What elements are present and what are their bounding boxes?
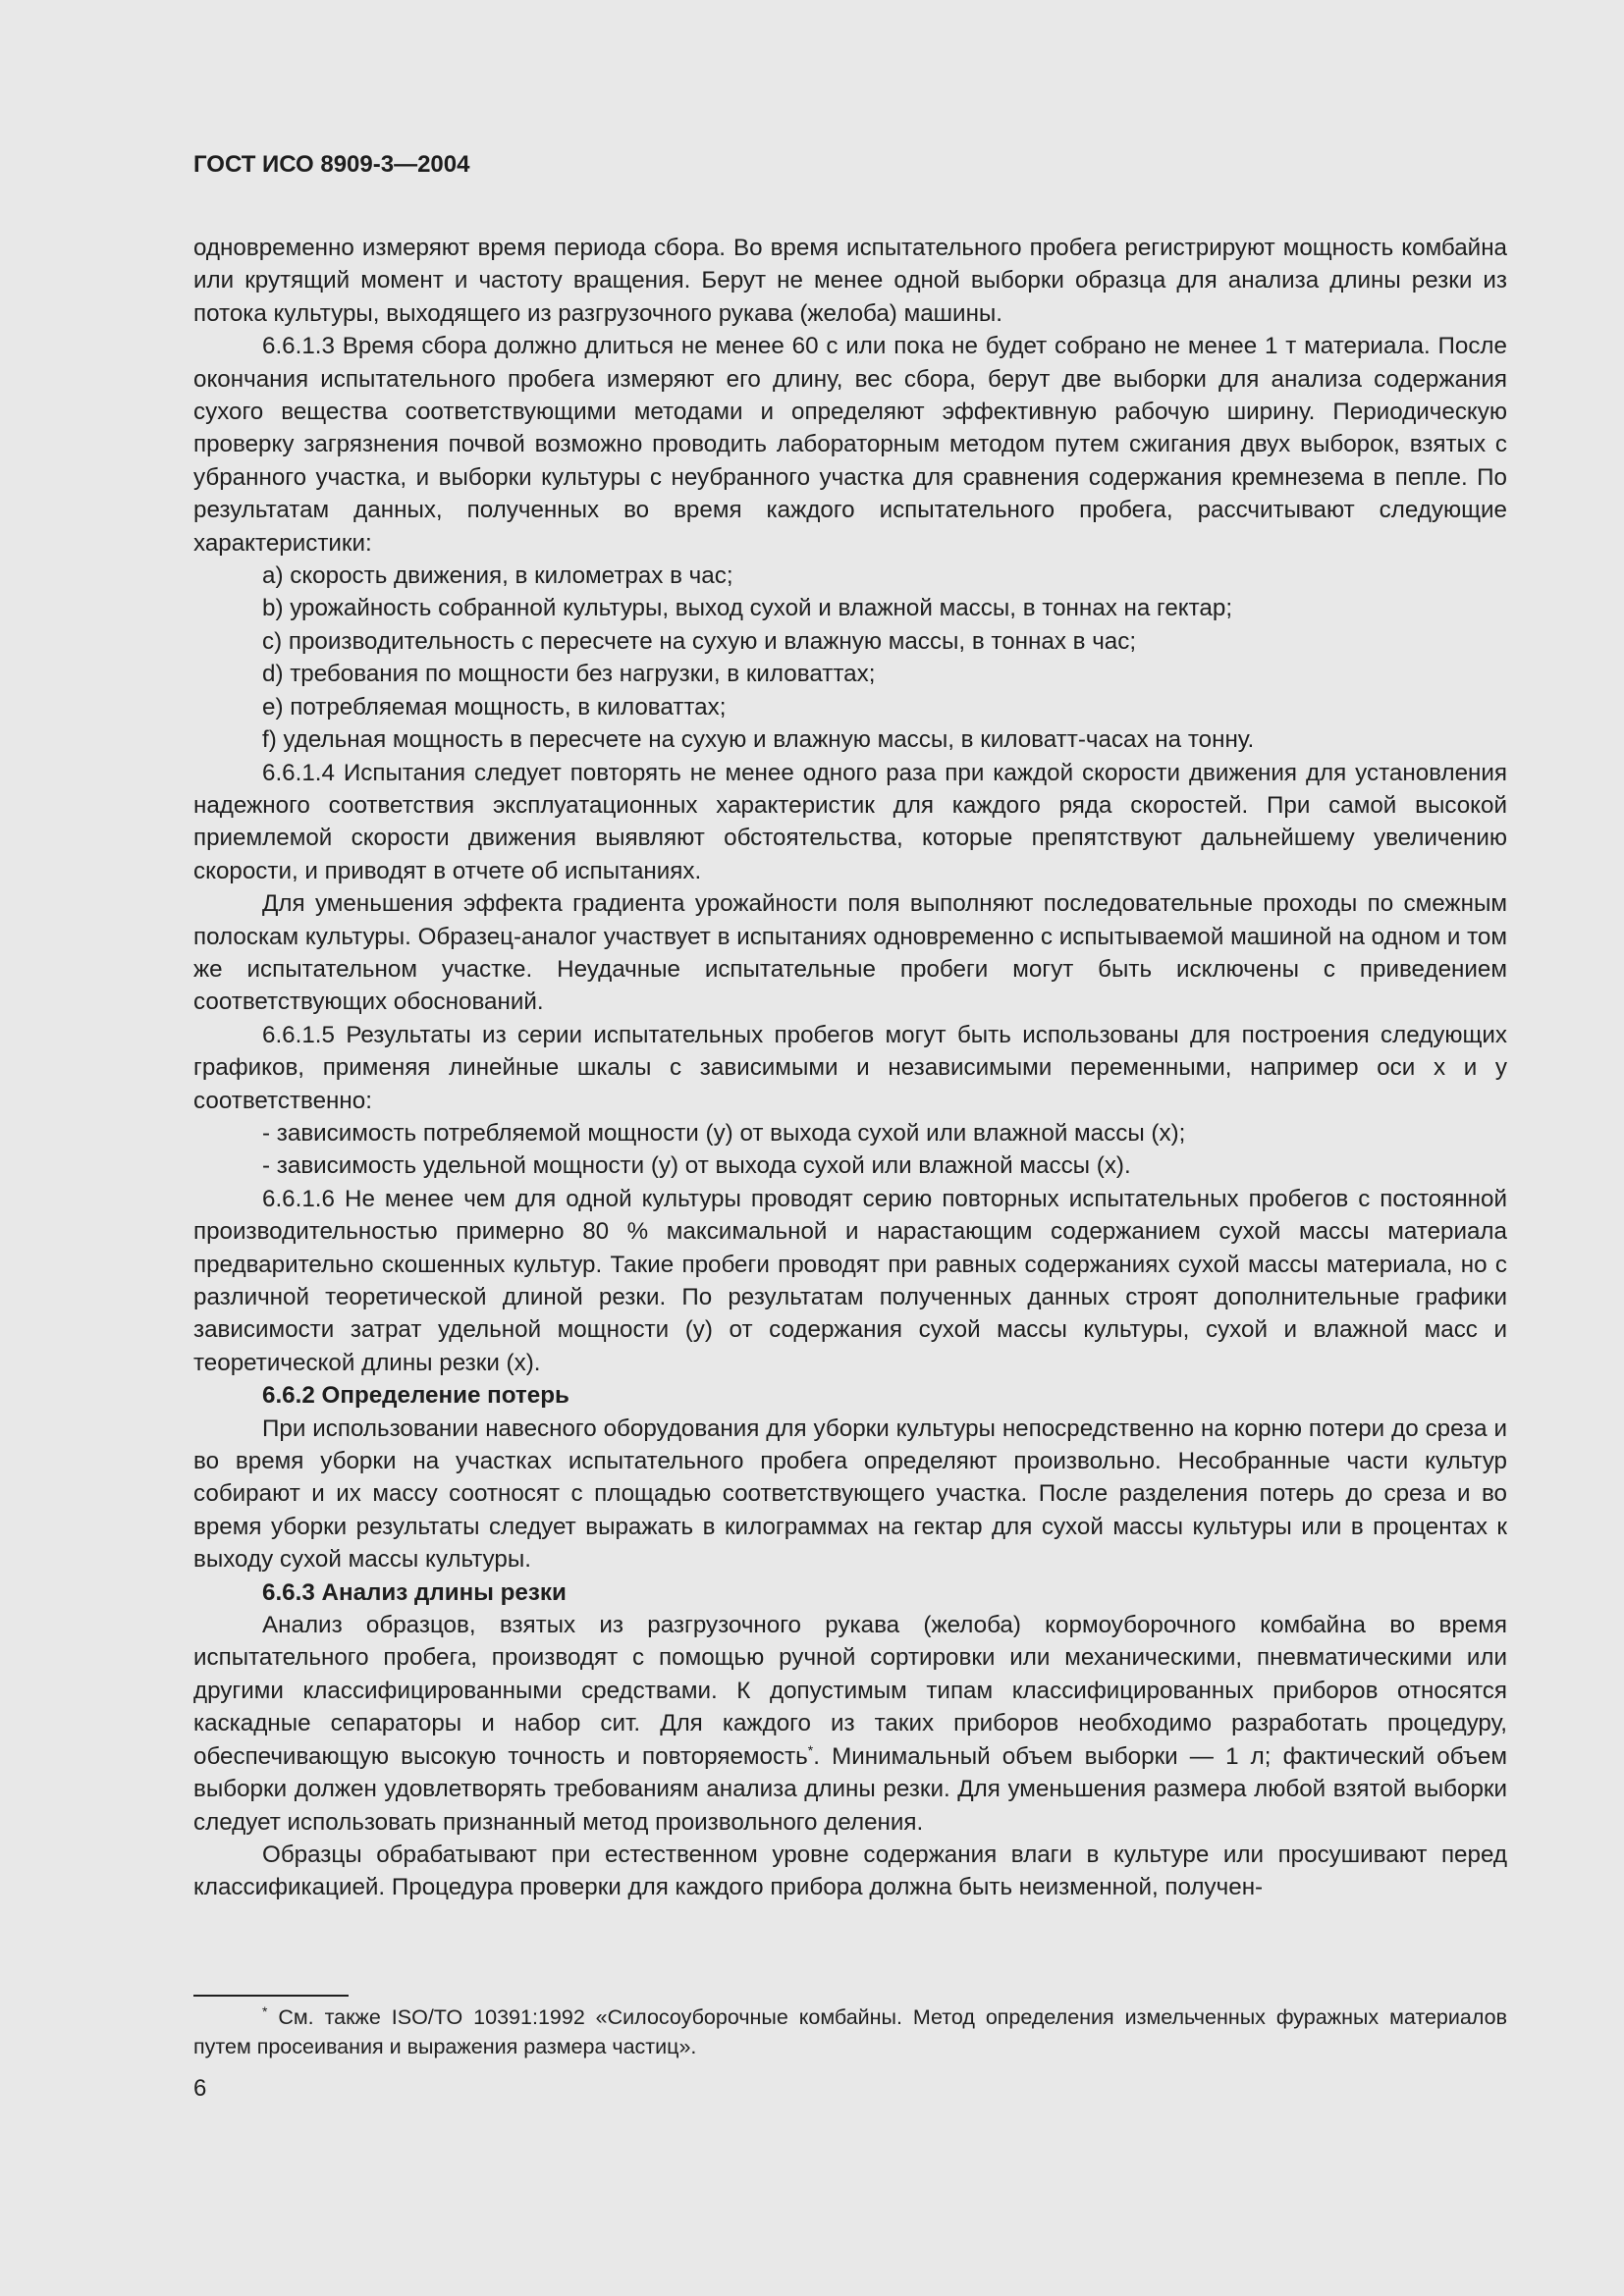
footnote xyxy=(193,2002,1507,2061)
page-number: 6 xyxy=(193,2075,207,2102)
footnote-text: См. также ISO/TO 10391:1992 «Силосоуборочные комбайны. Метод определения измельченных фуражных материалов путем просеивания и выражения размера частиц». xyxy=(193,2005,1507,2058)
section-heading-6-6-2: 6.6.2 Определение потерь xyxy=(262,1382,569,1410)
paragraph-losses: При использовании навесного оборудования для уборки культуры непосредственно на корню потери до среза и во время уборки на участках испытательного пробега определяют произвольно. Несобранные части культур собирают и их массу соотносят с площадью соответствующего участка. После разделения потерь до среза и во время уборки результаты следует выражать в килограммах на гектар для сухой массы культуры или в процентах к выходу сухой массы культуры. xyxy=(193,1415,1507,1574)
section-heading-6-6-3: 6.6.3 Анализ длины резки xyxy=(262,1578,567,1606)
dash-item-2: - зависимость удельной мощности (y) от выхода сухой или влажной массы (x). xyxy=(262,1152,1131,1180)
footnote-reference: * xyxy=(807,1741,814,1758)
paragraph-cut-length xyxy=(193,1609,1507,1839)
list-item-f: f) удельная мощность в пересчете на сухую и влажную массы, в киловатт-часах на тонну. xyxy=(262,726,1255,754)
list-item-b: b) урожайность собранной культуры, выход сухой и влажной массы, в тоннах на гектар; xyxy=(262,595,1233,622)
paragraph-gradient: Для уменьшения эффекта градиента урожайности поля выполняют последовательные проходы по смежным полоскам культуры. Образец-аналог участвует в испытаниях одновременно с испытываемой машиной на одном и том же испытательном участке. Неудачные испытательные пробеги могут быть исключены с приведением соответствующих обоснований. xyxy=(193,890,1507,1016)
paragraph-1: одновременно измеряют время периода сбора. Во время испытательного пробега регистрируют мощность комбайна или крутящий момент и частоту вращения. Берут не менее одной выборки образца для анализа длины резки из потока культуры, выходящего из разгрузочного рукава (желоба) машины. xyxy=(193,235,1507,327)
paragraph-6-6-1-3: 6.6.1.3 Время сбора должно длиться не менее 60 с или пока не будет собрано не менее 1 т материала. После окончания испытательного пробега измеряют его длину, вес сбора, берут две выборки для анализа содержания сухого вещества соответствующими методами и определяют эффективную рабочую ширину. Периодическую проверку загрязнения почвой возможно проводить лабораторным методом путем сжигания двух выборок, взятых с убранного участка, и выборки культуры с неубранного участка для сравнения содержания кремнезема в пепле. По результатам данных, полученных во время каждого испытательного пробега, рассчитывают следующие характеристики: xyxy=(193,333,1507,557)
footnote-divider xyxy=(193,1995,349,1997)
page xyxy=(193,147,1507,1904)
paragraph-cut-length-part-2: . Минимальный объем выборки — 1 л; фактический объем выборки должен удовлетворять требованиям анализа длины резки. Для уменьшения размера любой взятой выборки следует использовать признанный метод произвольного деления. xyxy=(193,1742,1508,1836)
list-item-a: a) скорость движения, в километрах в час; xyxy=(262,562,733,590)
list-item-c: c) производительность с пересчете на сухую и влажную массы, в тоннах в час; xyxy=(262,627,1137,655)
paragraph-samples: Образцы обрабатывают при естественном уровне содержания влаги в культуре или просушивают перед классификацией. Процедура проверки для каждого прибора должна быть неизменной, получен- xyxy=(193,1841,1507,1901)
page-header: ГОСТ ИСО 8909-3—2004 xyxy=(193,151,470,178)
paragraph-6-6-1-6: 6.6.1.6 Не менее чем для одной культуры проводят серию повторных испытательных пробегов с постоянной производительностью примерно 80 % максимальной и нарастающим содержанием сухой массы материала предварительно скошенных культур. Такие пробеги проводят при равных содержаниях сухой массы материала, но с различной теоретической длиной резки. По результатам полученных данных строят дополнительные графики зависимости затрат удельной мощности (y) от содержания сухой массы культуры, сухой и влажной масс и теоретической длины резки (x). xyxy=(193,1185,1507,1376)
dash-item-1: - зависимость потребляемой мощности (y) от выхода сухой или влажной массы (x); xyxy=(262,1119,1186,1147)
paragraph-6-6-1-4: 6.6.1.4 Испытания следует повторять не менее одного раза при каждой скорости движения для установления надежного соответствия эксплуатационных характеристик для каждого ряда скоростей. При самой высокой приемлемой скорости движения выявляют обстоятельства, которые препятствуют дальнейшему увеличению скорости, и приводят в отчете об испытаниях. xyxy=(193,759,1507,884)
list-item-d: d) требования по мощности без нагрузки, в киловаттах; xyxy=(262,661,876,688)
document-body xyxy=(193,232,1507,1904)
paragraph-cut-length-part-1: Анализ образцов, взятых из разгрузочного рукава (желоба) кормоуборочного комбайна во время испытательного пробега, производят с помощью ручной сортировки или механическими, пневматическими или другими классифицированными средствами. К допустимым типам классифицированных приборов относятся каскадные сепараторы и набор сит. Для каждого из таких приборов необходимо разработать процедуру, обеспечивающую высокую точность и повторяемость xyxy=(193,1612,1507,1770)
footnote-mark: * xyxy=(262,2002,268,2019)
paragraph-6-6-1-5: 6.6.1.5 Результаты из серии испытательных пробегов могут быть использованы для построения следующих графиков, применяя линейные шкалы с зависимыми и независимыми переменными, например оси x и y соответственно: xyxy=(193,1021,1507,1114)
list-item-e: e) потребляемая мощность, в киловаттах; xyxy=(262,693,727,721)
